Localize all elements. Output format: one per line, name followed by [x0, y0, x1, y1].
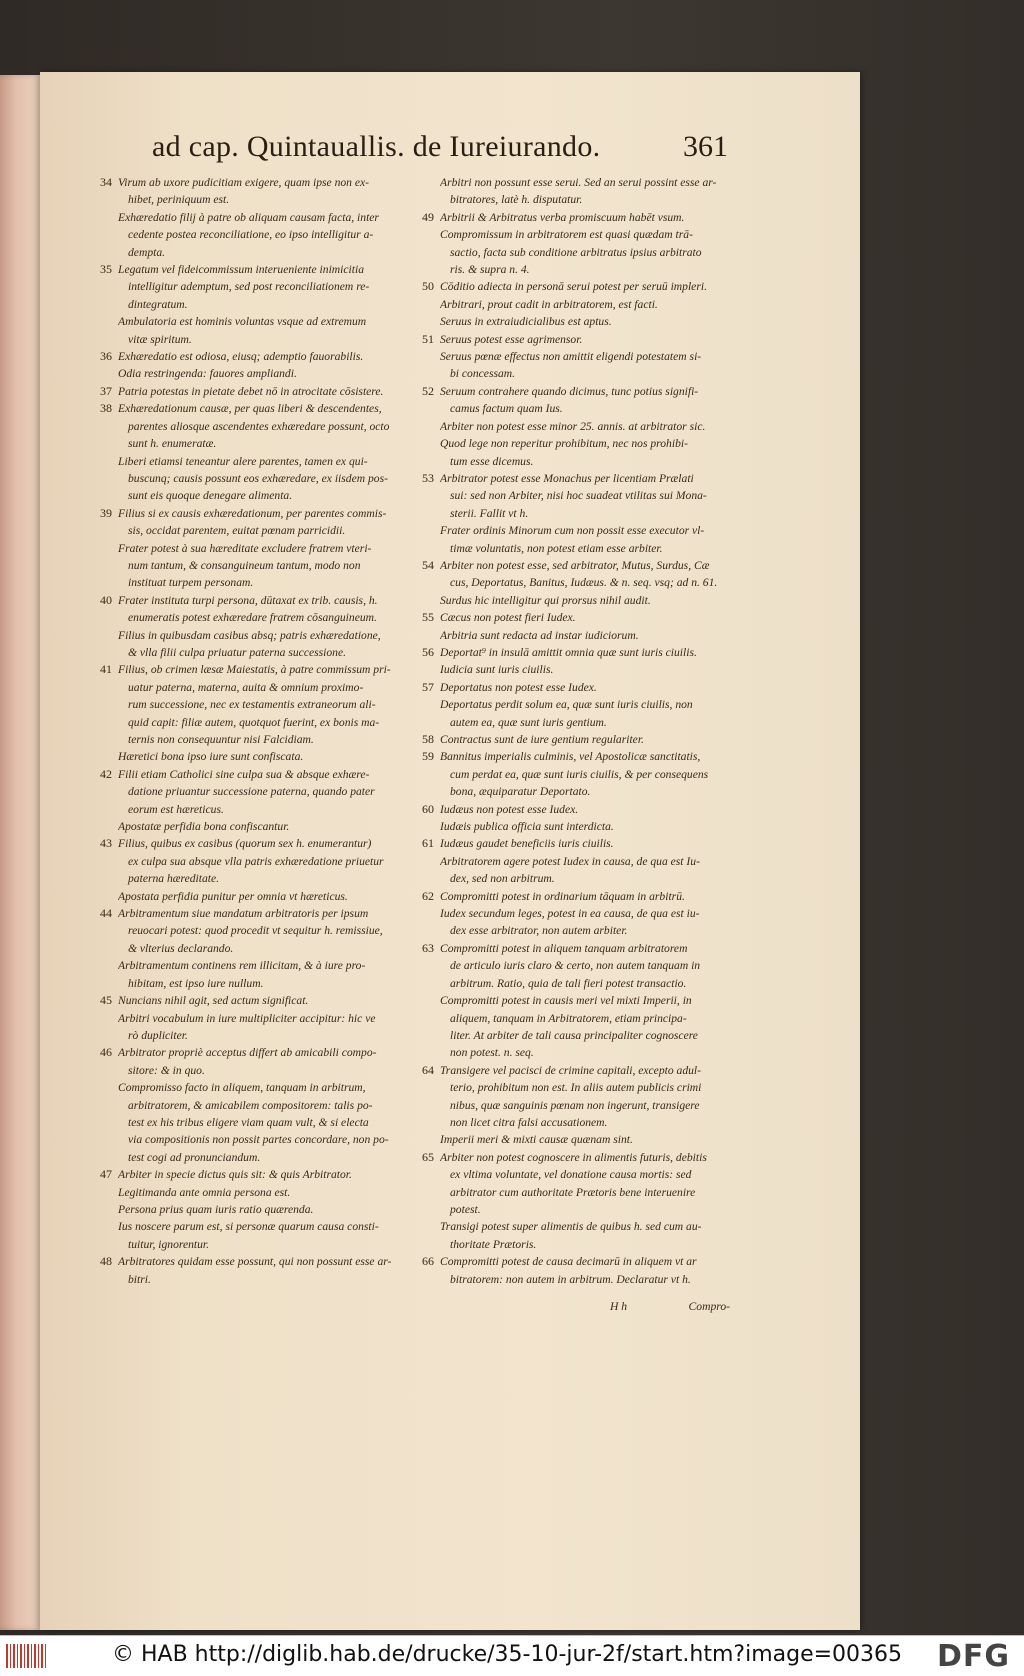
entry-number: 37	[100, 383, 112, 398]
entry-line: Apostata perfidia punitur per omnia vt hæreticus.	[118, 889, 348, 903]
entry-number: 60	[422, 801, 434, 816]
entry-line: sactio, facta sub conditione arbitratus ipsius arbitrato	[450, 245, 702, 259]
index-entry	[100, 505, 408, 540]
entry-line: bona, æquiparatur Deportato.	[450, 785, 591, 799]
index-entry	[118, 209, 408, 261]
entry-line: dempta.	[128, 245, 166, 259]
index-entry	[422, 1149, 730, 1219]
entry-line: timæ voluntatis, non potest etiam esse arbiter.	[450, 541, 663, 555]
index-entry	[440, 661, 730, 678]
index-entry	[118, 365, 408, 382]
entry-line: sunt eis quoque denegare alimenta.	[128, 489, 293, 503]
entry-line: ris. & supra n. 4.	[450, 263, 530, 277]
entry-line: vitæ spiritum.	[128, 332, 192, 346]
index-entry	[100, 383, 408, 400]
entry-line: rò dupliciter.	[128, 1028, 188, 1042]
index-entry	[118, 748, 408, 765]
entry-line: Compromisso facto in aliquem, tanquam in arbitrum,	[118, 1081, 366, 1095]
entry-line: sterii. Fallit vt h.	[450, 506, 529, 520]
entry-line: Arbiter non potest esse, sed arbitrator, Mutus, Surdus, Cæ	[440, 558, 710, 572]
entry-number: 39	[100, 505, 112, 520]
entry-number: 43	[100, 836, 112, 851]
entry-number: 51	[422, 331, 434, 346]
entry-line: Transigi potest super alimentis de quibus h. sed cum au-	[440, 1220, 702, 1234]
signature-mark: H h	[610, 1300, 628, 1313]
entry-line: bitri.	[128, 1272, 151, 1286]
index-entry	[100, 766, 408, 818]
barcode-icon	[6, 1644, 46, 1668]
entry-line: Transigere vel pacisci de crimine capitali, excepto adul-	[440, 1063, 702, 1077]
entry-line: Compromitti potest in aliquem tanquam arbitratorem	[440, 941, 688, 955]
index-entry	[100, 174, 408, 209]
entry-number: 48	[100, 1254, 112, 1269]
index-entry	[118, 888, 408, 905]
entry-line: Seruus in extraiudicialibus est aptus.	[440, 315, 612, 329]
entry-line: Compromissum in arbitratorem est quasi quædam trā-	[440, 228, 693, 242]
page-header	[152, 130, 732, 166]
entry-line: Legatum vel fideicommissum interueniente inimicitia	[118, 263, 364, 277]
index-entry	[422, 1062, 730, 1132]
entry-line: & vlla filii culpa priuatur paterna successione.	[128, 645, 347, 659]
entry-line: Arbitratores quidam esse possunt, qui non possunt esse ar-	[118, 1255, 392, 1269]
entry-line: sunt h. enumeratæ.	[128, 437, 217, 451]
entry-number: 40	[100, 592, 112, 607]
entry-line: datione priuantur successione paterna, quando pater	[128, 785, 375, 799]
entry-line: Persona prius quam iuris ratio quærenda.	[118, 1202, 314, 1216]
entry-line: uatur paterna, materna, auita & omnium proximo-	[128, 680, 364, 694]
index-entry	[440, 905, 730, 940]
entry-line: Cæcus non potest fieri Iudex.	[440, 611, 576, 625]
entry-line: dintegratum.	[128, 297, 188, 311]
entry-line: bitratores, latè h. disputatur.	[450, 193, 583, 207]
entry-line: arbitrator cum authoritate Prætoris bene interuenire	[450, 1185, 696, 1199]
entry-line: Nuncians nihil agit, sed actum significat.	[118, 994, 309, 1008]
entry-line: Arbitratorem agere potest Iudex in causa, de qua est Iu-	[440, 854, 700, 868]
entry-line: reuocari potest: quod procedit vt sequitur h. remissiue,	[128, 924, 383, 938]
entry-number: 56	[422, 644, 434, 659]
index-entry	[440, 696, 730, 731]
entry-line: Legitimanda ante omnia persona est.	[118, 1185, 291, 1199]
entry-line: Seruus pœnæ effectus non amittit eligendi potestatem si-	[440, 350, 702, 364]
entry-line: sitore: & in quo.	[128, 1063, 205, 1077]
page-catchline	[610, 1300, 730, 1318]
index-entry	[118, 1010, 408, 1045]
index-entry	[422, 835, 730, 852]
entry-line: Arbitria sunt redacta ad instar iudiciorum.	[440, 628, 639, 642]
viewer-footer	[0, 1635, 1024, 1676]
entry-number: 64	[422, 1062, 434, 1077]
entry-line: dex, sed non arbitrum.	[450, 872, 555, 886]
entry-line: via compositionis non possit partes concordare, non po-	[128, 1133, 389, 1147]
entry-line: ternis non consequuntur nisi Falcidiam.	[128, 733, 314, 746]
index-entry	[440, 1131, 730, 1148]
index-entry	[118, 1201, 408, 1218]
entry-line: test ex his tribus eligere viam quam vult, & si electa	[128, 1115, 369, 1129]
entry-number: 35	[100, 262, 112, 277]
entry-line: Quod lege non reperitur prohibitum, nec nos prohibi-	[440, 437, 688, 451]
index-entry	[118, 627, 408, 662]
entry-line: Filius si ex causis exhæredationum, per parentes commis-	[118, 506, 387, 520]
index-entry	[422, 331, 730, 348]
entry-line: quid capit: filiæ autem, quotquot fuerint, ex bonis ma-	[128, 715, 380, 729]
entry-number: 36	[100, 349, 112, 364]
entry-number: 57	[422, 679, 434, 694]
left-column	[100, 174, 408, 1288]
entry-line: Arbitramentum siue mandatum arbitratoris per ipsum	[118, 907, 369, 921]
entry-line: cedente postea reconciliatione, eo ipso intelligitur a-	[128, 228, 374, 242]
index-entry	[422, 609, 730, 626]
entry-line: Arbiter non potest cognoscere in alimentis futuris, debitis	[440, 1150, 707, 1164]
entry-line: Contractus sunt de iure gentium regulariter.	[440, 733, 644, 746]
entry-number: 38	[100, 401, 112, 416]
index-entry	[118, 540, 408, 592]
index-entry	[422, 748, 730, 800]
entry-line: Ambulatoria est hominis voluntas vsque ad extremum	[118, 315, 367, 329]
entry-line: ex culpa sua absque vlla patris exhæredatione priuetur	[128, 854, 384, 868]
entry-number: 53	[422, 470, 434, 485]
entry-line: Odia restringenda: fauores ampliandi.	[118, 367, 297, 381]
index-entry	[422, 679, 730, 696]
entry-line: num tantum, & consanguineum tantum, modo non	[128, 558, 361, 572]
entry-line: Iudex secundum leges, potest in ea causa, de qua est iu-	[440, 907, 700, 921]
entry-line: Arbiter non potest esse minor 25. annis. at arbitrator sic.	[440, 419, 706, 433]
entry-line: liter. At arbiter de tali causa principaliter cognoscere	[450, 1028, 698, 1042]
entry-number: 61	[422, 836, 434, 851]
index-entry	[440, 435, 730, 470]
index-entry	[422, 888, 730, 905]
entry-line: Frater potest à sua hæreditate excludere fratrem vteri-	[118, 541, 372, 555]
index-entry	[100, 835, 408, 887]
index-entry	[118, 1079, 408, 1166]
index-entry	[440, 818, 730, 835]
entry-line: test cogi ad pronunciandum.	[128, 1150, 261, 1164]
index-entry	[100, 261, 408, 313]
entry-number: 55	[422, 610, 434, 625]
entry-line: sui: sed non Arbiter, nisi hoc suadeat vtilitas sui Mona-	[450, 489, 707, 503]
entry-line: camus factum quam Ius.	[450, 402, 563, 416]
entry-line: Compromitti potest in causis meri vel mixti Imperii, in	[440, 994, 692, 1008]
index-entry	[422, 557, 730, 592]
entry-number: 47	[100, 1167, 112, 1182]
entry-number: 66	[422, 1254, 434, 1269]
index-entry	[118, 1184, 408, 1201]
index-entry	[440, 418, 730, 435]
entry-line: Seruus potest esse agrimensor.	[440, 332, 583, 346]
index-entry	[440, 226, 730, 278]
entry-line: non licet citra falsi accusationem.	[450, 1115, 608, 1129]
index-entry	[440, 522, 730, 557]
entry-line: Arbiter in specie dictus quis sit: & quis Arbitrator.	[118, 1168, 352, 1182]
index-entry	[422, 644, 730, 661]
dfg-logo: DFG	[936, 1639, 1010, 1674]
entry-line: de articulo iuris claro & certo, non autem tanquam in	[450, 959, 701, 973]
index-entry	[440, 992, 730, 1062]
index-entry	[422, 383, 730, 418]
index-entry	[440, 313, 730, 330]
right-column	[422, 174, 730, 1288]
copyright-link[interactable]: © HAB http://diglib.hab.de/drucke/35-10-jur-2f/start.htm?image=00365	[112, 1642, 903, 1667]
entry-line: tum esse dicemus.	[450, 454, 534, 468]
entry-line: Exhæredatio est odiosa, eiusq; ademptio fauorabilis.	[118, 350, 364, 364]
index-entry	[422, 731, 730, 748]
index-entry	[100, 1044, 408, 1079]
entry-line: Liberi etiamsi teneantur alere parentes, tamen ex qui-	[118, 454, 368, 468]
entry-line: Arbitrator propriè acceptus differt ab amicabili compo-	[118, 1046, 377, 1060]
index-entry	[100, 592, 408, 627]
entry-line: Filius, ob crimen læsæ Maiestatis, à patre commissum pri-	[118, 663, 391, 677]
entry-number: 42	[100, 766, 112, 781]
entry-line: ex vltima voluntate, vel donatione causa mortis: sed	[450, 1168, 692, 1182]
entry-line: potest.	[450, 1202, 481, 1216]
index-entry	[100, 905, 408, 957]
index-entry	[100, 348, 408, 365]
entry-number: 54	[422, 557, 434, 572]
entry-number: 41	[100, 662, 112, 677]
entry-line: Compromitti potest in ordinarium tāquam in arbitrū.	[440, 889, 685, 903]
entry-line: Deportat⁹ in insulā amittit omnia quæ sunt iuris ciuilis.	[440, 645, 697, 659]
index-entry	[440, 853, 730, 888]
index-entry	[100, 992, 408, 1009]
entry-line: Exhæredatio filij à patre ob aliquam causam facta, inter	[118, 210, 379, 224]
entry-line: Exhæredationum causæ, per quas liberi & descendentes,	[118, 402, 382, 416]
entry-line: & vlterius declarando.	[128, 941, 234, 955]
entry-line: tuitur, ignorentur.	[128, 1237, 210, 1251]
entry-line: enumeratis potest exhæredare fratrem cōsanguineum.	[128, 611, 377, 625]
index-entry	[118, 453, 408, 505]
entry-number: 34	[100, 175, 112, 189]
index-entry	[422, 470, 730, 522]
entry-line: hibitam, est ipso iure nullum.	[128, 976, 264, 990]
entry-line: Arbitrari, prout cadit in arbitratorem, est facti.	[440, 297, 658, 311]
entry-number: 49	[422, 209, 434, 224]
entry-line: paterna hæreditate.	[128, 872, 220, 886]
entry-line: aliquem, tanquam in Arbitratorem, etiam principa-	[450, 1011, 687, 1025]
entry-line: bi concessam.	[450, 367, 516, 381]
entry-line: Cōditio adiecta in personā serui potest per seruū impleri.	[440, 280, 707, 294]
entry-line: Arbitrii & Arbitratus verba promiscuum habēt vsum.	[440, 210, 685, 224]
entry-line: eorum est hæreticus.	[128, 802, 224, 816]
entry-line: Iudicia sunt iuris ciuilis.	[440, 663, 554, 677]
entry-number: 44	[100, 906, 112, 921]
previous-page-edge	[0, 75, 40, 1630]
entry-line: cus, Deportatus, Banitus, Iudæus. & n. seq. vsq; ad n. 61.	[450, 576, 718, 590]
entry-line: hibet, periniquum est.	[128, 193, 230, 207]
entry-line: Arbitrator potest esse Monachus per licentiam Prælati	[440, 471, 694, 485]
entry-line: Iudæus gaudet beneficiis iuris ciuilis.	[440, 837, 614, 851]
entry-line: Deportatus non potest esse Iudex.	[440, 680, 597, 694]
entry-line: Frater ordinis Minorum cum non possit esse executor vl-	[440, 524, 705, 538]
entry-line: Hæretici bona ipso iure sunt confiscata.	[118, 750, 304, 764]
entry-number: 50	[422, 279, 434, 294]
index-entry	[100, 1253, 408, 1288]
entry-line: Bannitus imperialis culminis, vel Apostolicæ sanctitatis,	[440, 750, 701, 764]
entry-line: cum perdat ea, quæ sunt iuris ciuilis, & per consequens	[450, 767, 709, 781]
index-entry	[422, 278, 730, 295]
entry-line: non potest. n. seq.	[450, 1046, 534, 1060]
entry-line: dex esse arbitrator, non autem arbiter.	[450, 924, 628, 938]
index-entry	[422, 1253, 730, 1288]
entry-line: Imperii meri & mixti causæ quænam sint.	[440, 1133, 633, 1147]
entry-number: 58	[422, 732, 434, 746]
entry-line: Patria potestas in pietate debet nō in atrocitate cōsistere.	[118, 384, 384, 398]
entry-line: arbitrum. Ratio, quia de tali fieri potest transactio.	[450, 976, 687, 990]
page-number: 361	[683, 130, 728, 163]
entry-line: Seruum contrahere quando dicimus, tunc potius signifi-	[440, 384, 699, 398]
index-entry	[422, 940, 730, 992]
entry-line: rum successione, nec ex testamentis extraneorum ali-	[128, 698, 376, 712]
index-entry	[440, 592, 730, 609]
index-entry	[118, 313, 408, 348]
running-title: ad cap. Quintauallis. de Iureiurando.	[152, 130, 601, 163]
index-entry	[440, 348, 730, 383]
entry-line: intelligitur ademptum, sed post reconciliationem re-	[128, 280, 370, 294]
entry-line: autem ea, quæ sunt iuris gentium.	[450, 715, 607, 729]
entry-line: Apostatæ perfidia bona confiscantur.	[118, 820, 290, 834]
index-entry	[440, 174, 730, 209]
entry-line: sis, occidat parentem, euitat pœnam parricidii.	[128, 524, 346, 538]
entry-line: Iudæus non potest esse Iudex.	[440, 802, 579, 816]
entry-line: nibus, quæ sanguinis pœnam non ingerunt, transigere	[450, 1098, 700, 1112]
entry-line: Filius, quibus ex casibus (quorum sex h. enumerantur)	[118, 837, 372, 851]
index-entry	[440, 627, 730, 644]
entry-number: 63	[422, 940, 434, 955]
entry-number: 46	[100, 1045, 112, 1060]
entry-line: Deportatus perdit solum ea, quæ sunt iuris ciuilis, non	[440, 698, 693, 712]
entry-number: 52	[422, 383, 434, 398]
entry-line: bitratorem: non autem in arbitrum. Declaratur vt h.	[450, 1272, 691, 1286]
index-entry	[118, 818, 408, 835]
entry-line: terio, prohibitum non est. In aliis autem publicis crimi	[450, 1081, 702, 1095]
entry-line: buscunq; causis possunt eos exhæredare, ex iisdem pos-	[128, 471, 388, 485]
entry-line: Surdus hic intelligitur qui prorsus nihil audit.	[440, 593, 651, 607]
entry-line: Ius noscere parum est, si personæ quarum causa consti-	[118, 1220, 379, 1234]
entry-line: Compromitti potest de causa decimarū in aliquem vt ar	[440, 1255, 697, 1269]
entry-line: Filius in quibusdam casibus absq; patris exhæredatione,	[118, 628, 381, 642]
index-entry	[422, 801, 730, 818]
entry-line: arbitratorem, & amicabilem compositorem: talis po-	[128, 1098, 373, 1112]
index-entry	[422, 209, 730, 226]
entry-line: Iudæis publica officia sunt interdicta.	[440, 820, 614, 834]
index-entry	[118, 1218, 408, 1253]
index-entry	[100, 661, 408, 748]
entry-line: Filii etiam Catholici sine culpa sua & absque exhære-	[118, 767, 370, 781]
entry-line: parentes aliosque ascendentes exhæredare possunt, octo	[128, 419, 390, 433]
entry-line: Virum ab uxore pudicitiam exigere, quam ipse non ex-	[118, 176, 370, 189]
index-entry	[100, 1166, 408, 1183]
index-entry	[440, 1218, 730, 1253]
entry-line: Arbitri non possunt esse serui. Sed an serui possint esse ar-	[440, 176, 717, 189]
entry-number: 45	[100, 993, 112, 1008]
entry-line: Arbitri vocabulum in iure multipliciter accipitur: hic ve	[118, 1011, 376, 1025]
entry-line: Frater instituta turpi persona, dūtaxat ex trib. causis, h.	[118, 593, 378, 607]
entry-number: 59	[422, 749, 434, 764]
entry-number: 65	[422, 1149, 434, 1164]
entry-line: Arbitramentum continens rem illicitam, & à iure pro-	[118, 959, 366, 973]
index-entry	[118, 957, 408, 992]
entry-number: 62	[422, 888, 434, 903]
index-entry	[440, 296, 730, 313]
entry-line: thoritate Prætoris.	[450, 1237, 537, 1251]
catchword: Compro-	[688, 1300, 730, 1313]
index-entry	[100, 400, 408, 452]
entry-line: instituat turpem personam.	[128, 576, 254, 590]
